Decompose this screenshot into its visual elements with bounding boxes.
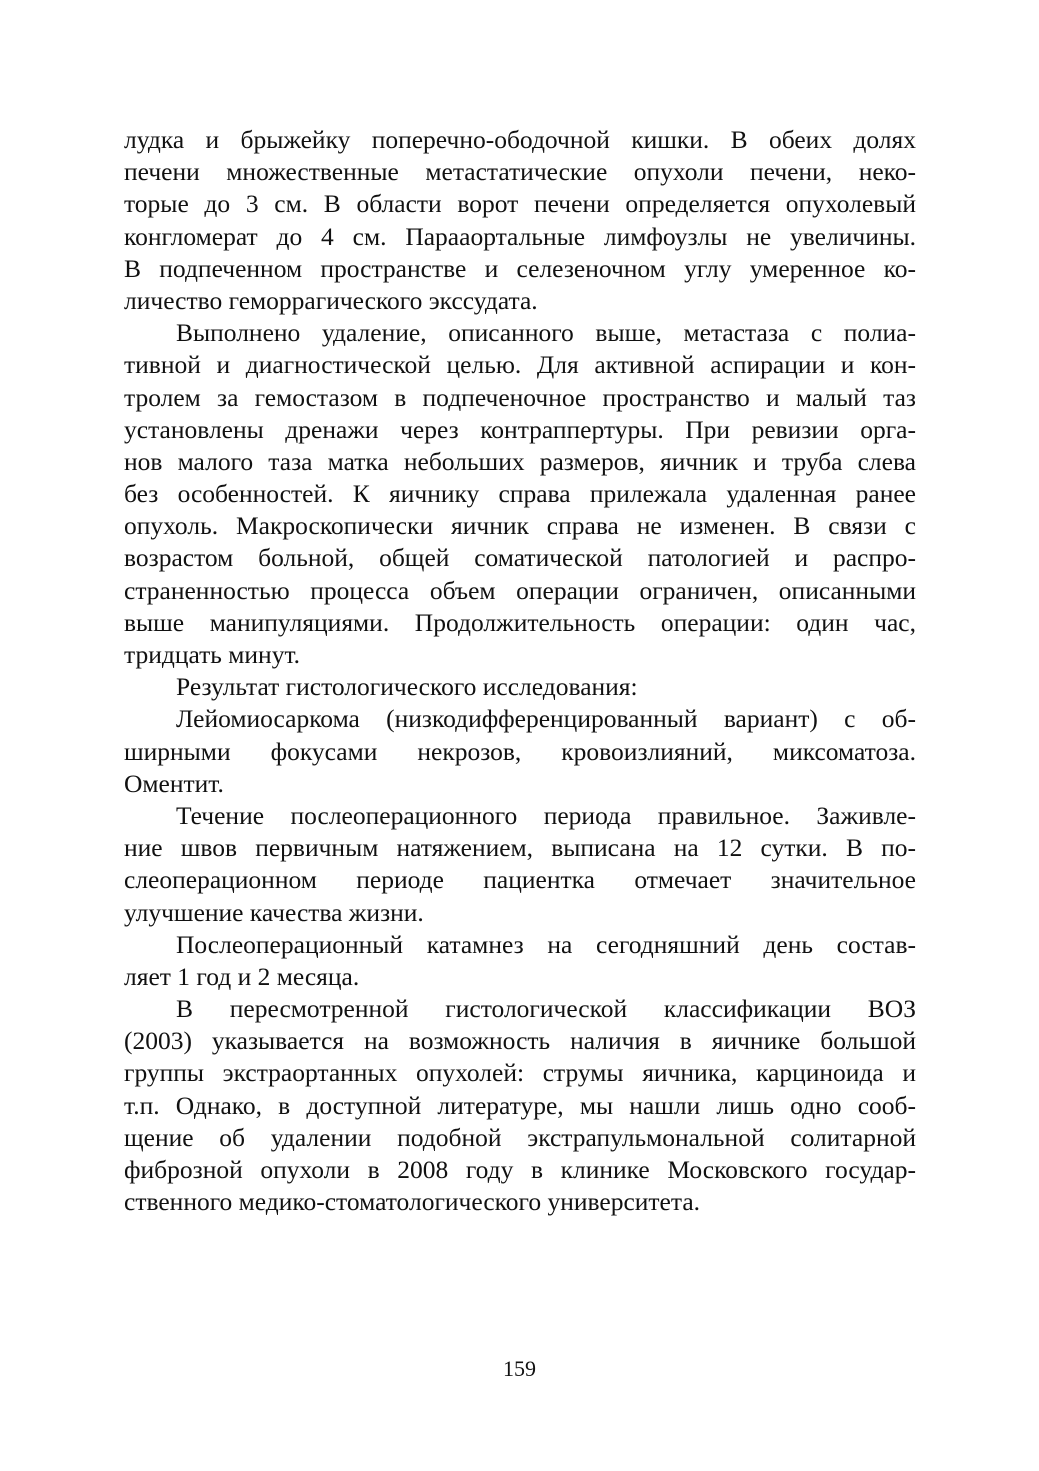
text-line: страненностью процесса объем операции ограничен, описанными: [124, 575, 916, 605]
text-line: Оментит.: [124, 768, 224, 798]
text-line: тридцать минут.: [124, 640, 301, 669]
text-line: Течение послеоперационного периода правильное. Заживле-: [176, 800, 916, 830]
text-line: без особенностей. К яичнику справа прилежала удаленная ранее: [124, 479, 916, 509]
paragraph-2: [124, 317, 916, 671]
text-line: конгломерат до 4 см. Парааортальные лимфоузлы не увеличины.: [124, 221, 916, 251]
text-line: Лейомиосаркома (низкодифференцированный вариант) с об-: [176, 704, 916, 734]
paragraph-7: [124, 993, 916, 1218]
text-line: В подпеченном пространстве и селезеночном углу умеренное ко-: [124, 253, 916, 283]
text-line: выше манипуляциями. Продолжительность операции: один час,: [124, 607, 916, 637]
text-line: опухоль. Макроскопически яичник справа не изменен. В связи с: [124, 511, 916, 541]
text-line: (2003) указывается на возможность наличия в яичнике большой: [124, 1026, 916, 1056]
page-number: 159: [503, 1356, 536, 1381]
text-line: печени множественные метастатические опухоли печени, неко-: [124, 157, 916, 187]
paragraph-5: [124, 800, 916, 929]
text-line: т.п. Однако, в доступной литературе, мы нашли лишь одно сооб-: [124, 1090, 916, 1120]
text-line: ственного медико-стоматологического университета.: [124, 1187, 701, 1217]
text-line: В пересмотренной гистологической классификации ВОЗ: [176, 994, 916, 1024]
text-line: торые до 3 см. В области ворот печени определяется опухолевый: [124, 189, 916, 219]
paragraph-1: [124, 124, 916, 317]
text-line: установлены дренажи через контраппертуры. При ревизии орга-: [124, 414, 916, 444]
text-line: тролем за гемостазом в подпеченочное пространство и малый таз: [124, 382, 916, 412]
text-line: лудка и брыжейку поперечно-ободочной кишки. В обеих долях: [124, 125, 916, 154]
text-line: ляет 1 год и 2 месяца.: [124, 961, 360, 991]
text-line: тивной и диагностической целью. Для активной аспирации и кон-: [124, 350, 916, 380]
text-line: группы экстраортанных опухолей: струмы яичника, карциноида и: [124, 1058, 916, 1088]
paragraph-4: [124, 703, 916, 800]
text-line: ширными фокусами некрозов, кровоизлияний, миксоматоза.: [124, 736, 916, 766]
text-line: улучшение качества жизни.: [124, 897, 424, 927]
text-line: щение об удалении подобной экстрапульмональной солитарной: [124, 1122, 916, 1152]
text-line: ние швов первичным натяжением, выписана на 12 сутки. В по-: [124, 833, 916, 863]
text-line: Выполнено удаление, описанного выше, метастаза с полиа-: [176, 318, 916, 348]
body-text: [124, 124, 916, 1218]
text-line: Послеоперационный катамнез на сегодняшний день состав-: [176, 929, 916, 959]
paragraph-6: [124, 929, 916, 993]
text-line: нов малого таза матка небольших размеров, яичник и труба слева: [124, 446, 916, 476]
text-line: Результат гистологического исследования:: [176, 672, 638, 702]
text-line: фиброзной опухоли в 2008 году в клинике Московского государ-: [124, 1155, 916, 1184]
paragraph-3: [124, 671, 916, 703]
text-line: личество геморрагического экссудата.: [124, 285, 538, 315]
text-line: слеоперационном периоде пациентка отмечает значительное: [124, 865, 916, 895]
text-line: возрастом больной, общей соматической патологией и распро-: [124, 543, 916, 573]
